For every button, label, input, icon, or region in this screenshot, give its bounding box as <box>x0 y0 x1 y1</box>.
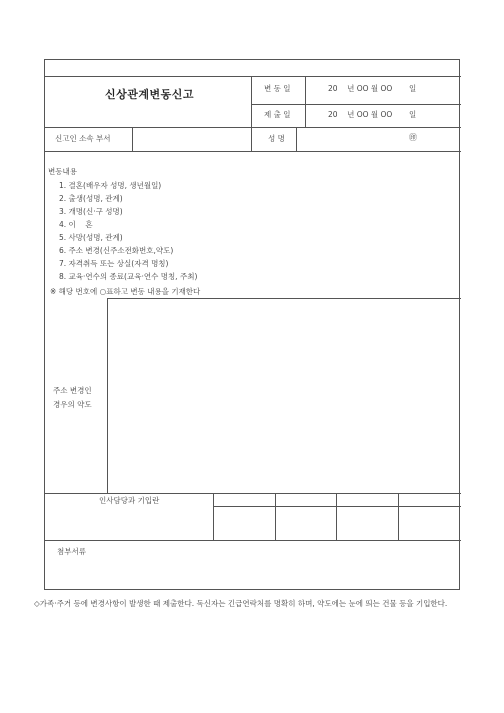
list-item: 7. 자격취득 또는 상실(자격 명칭) <box>59 259 169 268</box>
change-date-value: 20 년 OO 월 OO 일 <box>328 84 417 93</box>
form-line <box>45 151 461 152</box>
list-item: 2. 출생(성명, 관계) <box>59 194 123 203</box>
hr-cell[interactable] <box>337 507 398 540</box>
attachments-label: 첨부서류 <box>57 547 86 556</box>
name-label: 성 명 <box>268 134 285 143</box>
submit-date-value: 20 년 OO 월 OO 일 <box>328 110 417 119</box>
form-line <box>251 104 461 105</box>
attachments-field[interactable] <box>45 560 461 590</box>
list-item: 8. 교육·연수의 종료(교육·연수 명칭, 주최) <box>59 272 198 281</box>
form-line <box>251 76 252 151</box>
submit-date-label: 제 출 일 <box>264 110 291 119</box>
seal-mark: ㊞ <box>409 133 417 142</box>
hr-cell[interactable] <box>214 507 275 540</box>
list-item: 5. 사망(성명, 관계) <box>59 233 123 242</box>
list-item: 3. 개명(신·구 성명) <box>59 207 123 216</box>
footer-note: ◇가족·주거 등에 변경사항이 발생한 때 제출한다. 독신자는 긴급연락처를 명확히 하며, 약도에는 눈에 띄는 건물 등을 기입한다. <box>34 599 448 608</box>
report-form <box>44 59 460 590</box>
changes-note: ※ 해당 번호에 ○표하고 변동 내용을 기재한다 <box>50 287 201 296</box>
hr-cell[interactable] <box>276 507 336 540</box>
department-label: 신고인 소속 부서 <box>55 134 111 143</box>
changes-heading: 변동내용 <box>48 167 77 176</box>
change-date-label: 변 동 일 <box>264 84 291 93</box>
list-item: 1. 결혼(배우자 성명, 생년월일) <box>59 181 162 190</box>
department-field[interactable] <box>133 128 251 151</box>
form-line <box>45 76 461 77</box>
name-field[interactable] <box>297 128 461 151</box>
form-title: 신상관계변동신고 <box>105 88 195 101</box>
hr-cell[interactable] <box>399 507 461 540</box>
map-label-line1: 주소 변경인 <box>53 386 92 395</box>
map-drawing-area[interactable] <box>108 299 461 493</box>
list-item: 6. 주소 변경(신주소전화번호,약도) <box>59 246 174 255</box>
form-line <box>305 76 306 127</box>
hr-label: 인사담당과 기입란 <box>99 496 160 505</box>
list-item: 4. 이 혼 <box>59 220 93 229</box>
map-label-line2: 경우의 약도 <box>53 400 92 409</box>
form-line <box>45 540 461 541</box>
change-items-list <box>59 179 197 283</box>
